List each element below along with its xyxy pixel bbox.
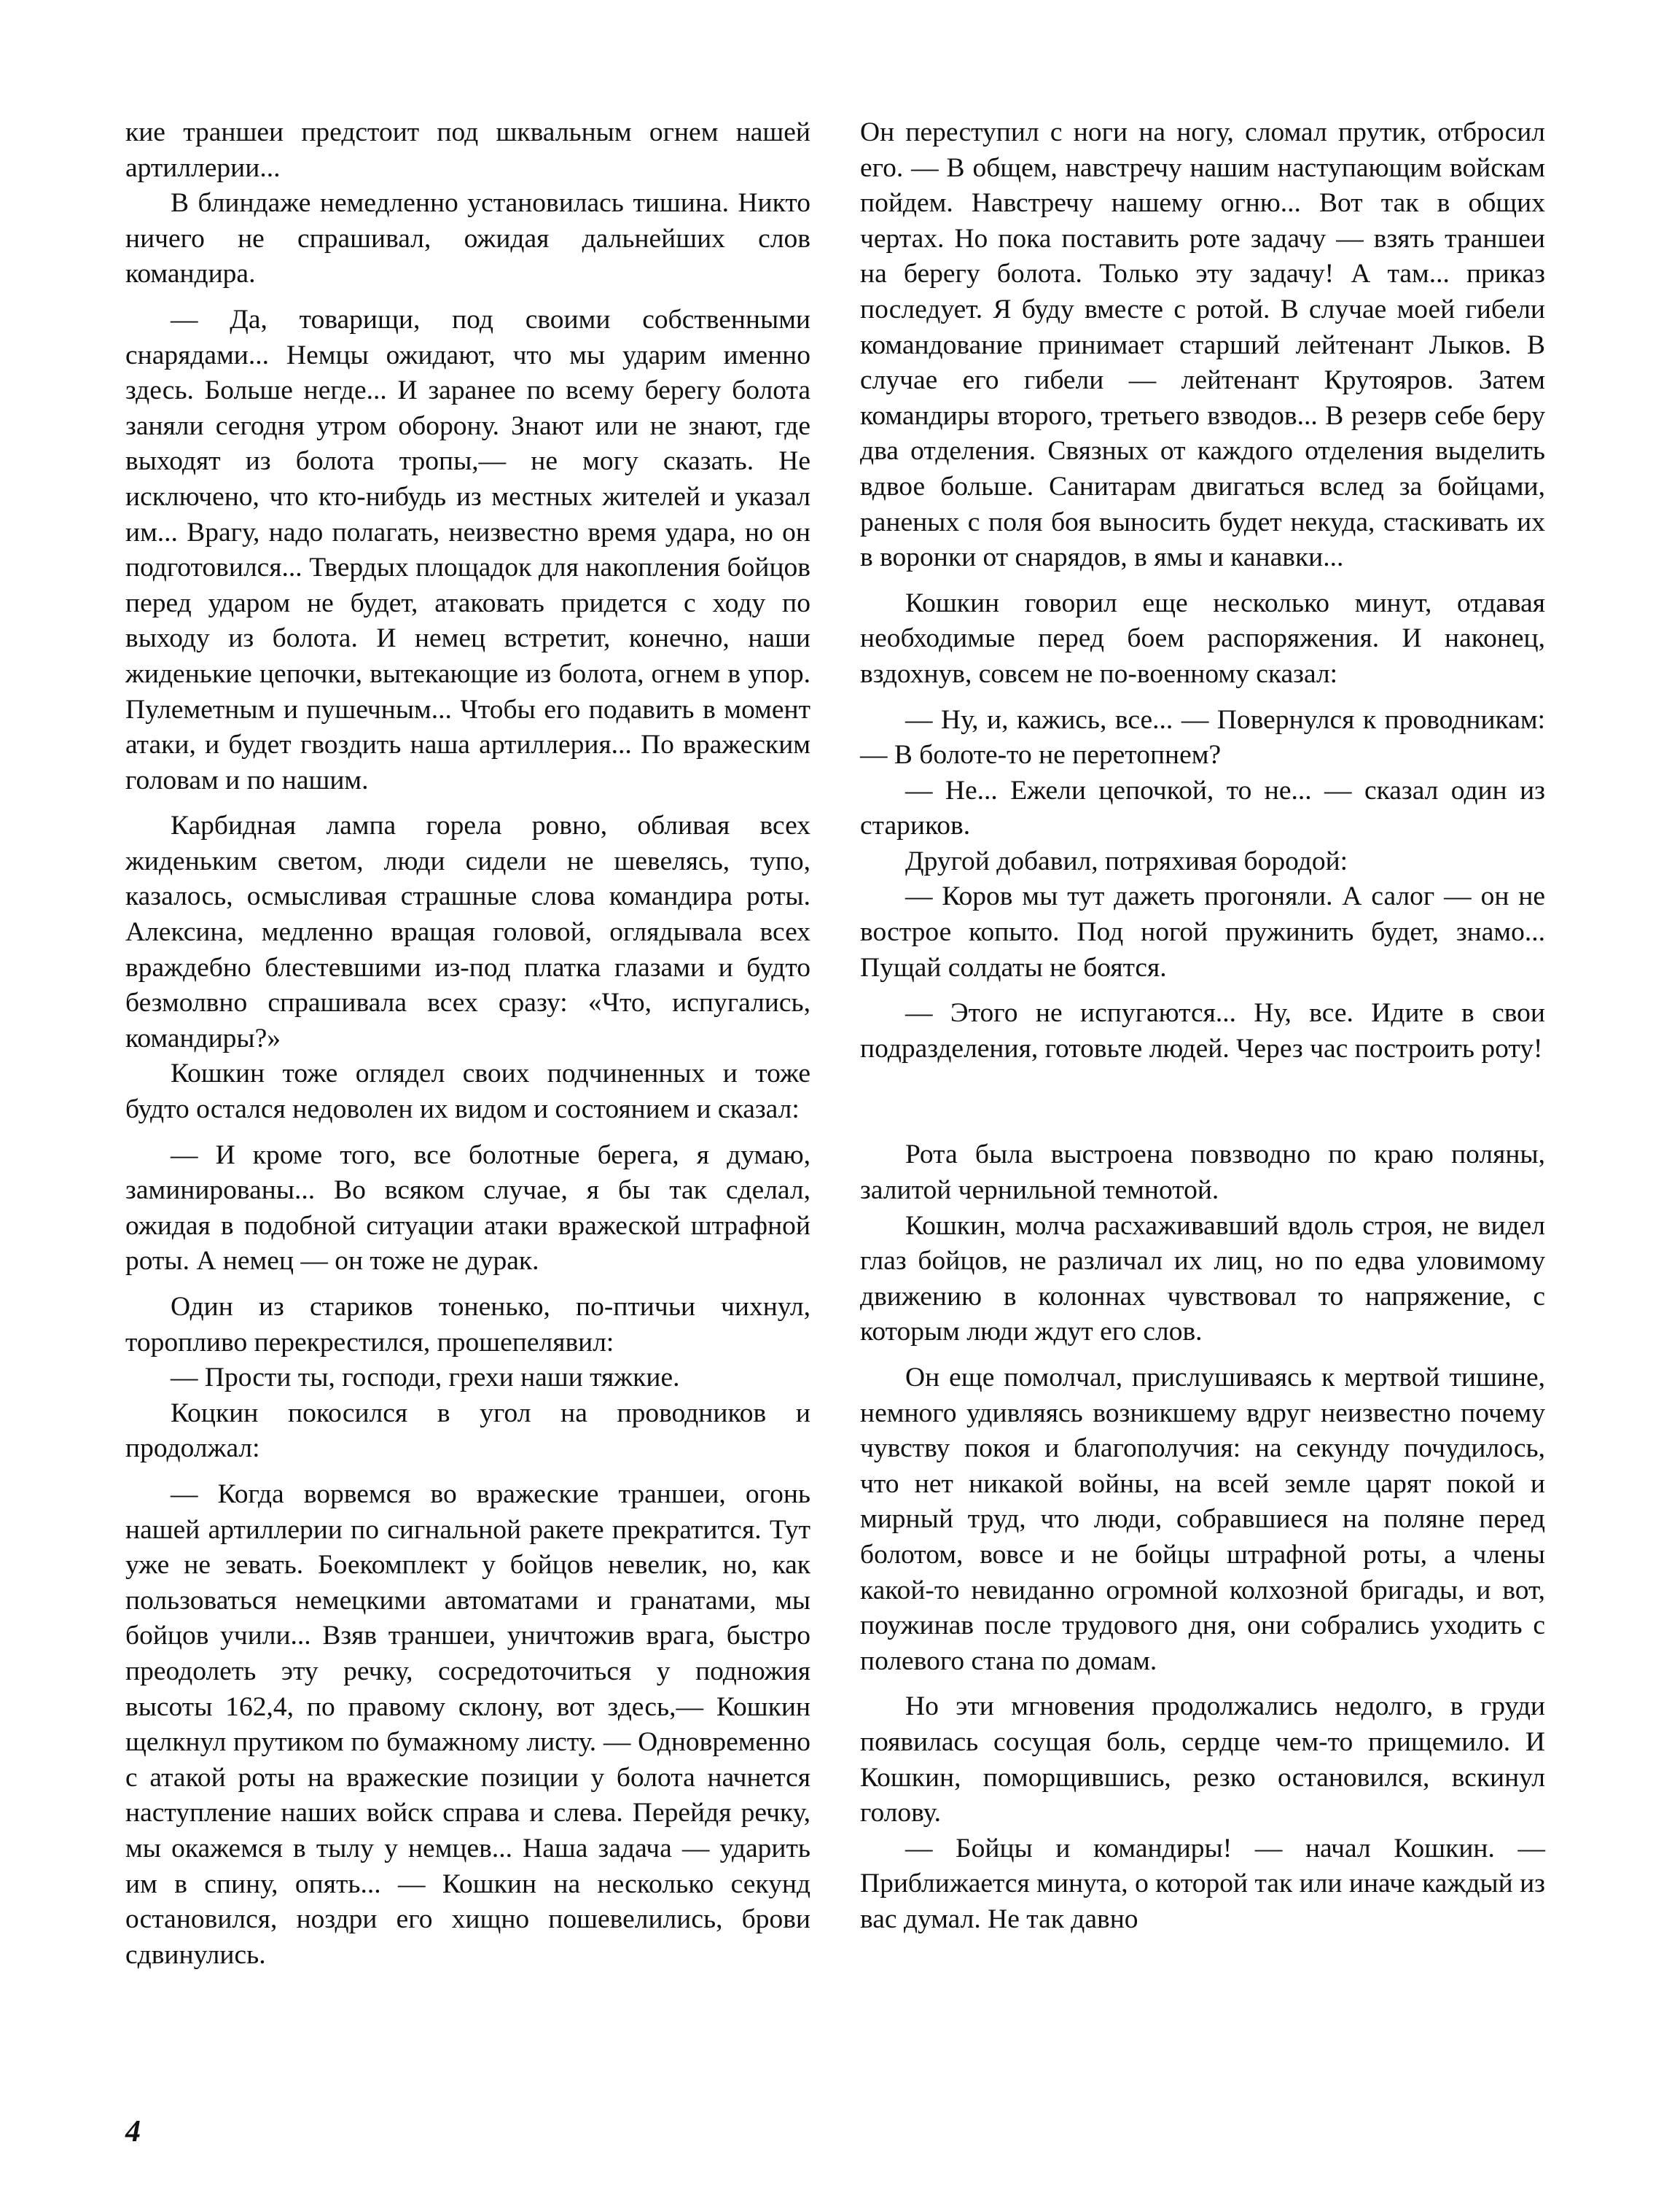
- paragraph: — Этого не испугаются... Ну, все. Идите в свои подразделения, готовьте людей. Через час построить роту!: [860, 998, 1545, 1064]
- left-text-column: [125, 115, 810, 1973]
- paragraph: — Прости ты, господи, грехи наши тяжкие.: [171, 1363, 680, 1393]
- paragraph: — Не... Ежели цепочкой, то не... — сказал один из стариков.: [860, 775, 1545, 841]
- paragraph: Карбидная лампа горела ровно, обливая всех жиденьким светом, люди сидели не шевелясь, тупо, казалось, осмысливая страшные слова командира роты. Алексина, медленно вращая головой, оглядывала всех враждебно блестевшими из-под платка глазами и будто безмолвно спрашивала всех сразу: «Что, испугались, командиры?»: [125, 811, 810, 1053]
- paragraph: — Коров мы тут дажеть прогоняли. А салог — он не вострое копыто. Под ногой пружинить будет, знамо... Пущай солдаты не боятся.: [860, 881, 1545, 983]
- paragraph: Кошкин тоже оглядел своих подчиненных и тоже будто остался недоволен их видом и состоянием и сказал:: [125, 1059, 810, 1125]
- page-number: 4: [125, 2115, 141, 2149]
- right-text-column: [860, 115, 1545, 1938]
- paragraph: Кошкин, молча расхаживавший вдоль строя, не видел глаз бойцов, не различал их лиц, но по едва уловимому движению в колоннах чувствовал то напряжение, с которым люди ждут его слов.: [860, 1210, 1545, 1347]
- paragraph: Коцкин покосился в угол на проводников и продолжал:: [125, 1398, 810, 1464]
- paragraph: — Да, товарищи, под своими собственными снарядами... Немцы ожидают, что мы ударим именно здесь. Больше негде... И заранее по всему берегу болота заняли сегодня утром оборону. Знают или не знают, где выходят из болота тропы,— не могу сказать. Не исключено, что кто-нибудь из местных жителей и указал им... Врагу, надо полагать, неизвестно время удара, но он подготовился... Твердых площадок для накопления бойцов перед ударом не будет, атаковать придется с ходу по выходу из болота. И немец встретит, конечно, наши жиденькие цепочки, вытекающие из болота, огнем в упор. Пулеметным и пушечным... Чтобы его подавить в момент атаки, и будет гвоздить наша артиллерия... По вражеским головам и по нашим.: [125, 304, 810, 795]
- paragraph: Он еще помолчал, прислушиваясь к мертвой тишине, немного удивляясь возникшему вдруг неизвестно почему чувству покоя и благополучия: на секунду почудилось, что нет никакой войны, на всей земле царят покой и мирный труд, что люди, собравшиеся на поляне перед болотом, вовсе и не бойцы штрафной роты, а члены какой-то невиданно огромной колхозной бригады, и вот, поужинав после трудового дня, они собрались уходить с полевого стана по домам.: [860, 1363, 1545, 1676]
- paragraph: Он переступил с ноги на ногу, сломал прутик, отбросил его. — В общем, навстречу нашим наступающим войскам пойдем. Навстречу нашему огню... Вот так в общих чертах. Но пока поставить роте задачу — взять траншеи на берегу болота. Только эту задачу! А там... приказ последует. Я буду вместе с ротой. В случае моей гибели командование принимает старший лейтенант Лыков. В случае его гибели — лейтенант Крутояров. Затем командиры второго, третьего взводов... В резерв себе беру два отделения. Связных от каждого отделения выделить вдвое больше. Санитарам двигаться вслед за бойцами, раненых с поля боя выносить будет некуда, стаскивать их в воронки от снарядов, в ямы и канавки...: [860, 117, 1545, 573]
- paragraph: — И кроме того, все болотные берега, я думаю, заминированы... Во всяком случае, я бы так сделал, ожидая в подобной ситуации атаки вражеской штрафной роты. А немец — он тоже не дурак.: [125, 1140, 810, 1277]
- paragraph: Другой добавил, потряхивая бородой:: [905, 846, 1348, 876]
- paragraph: Кошкин говорил еще несколько минут, отдавая необходимые перед боем распоряжения. И наконец, вздохнув, совсем не по-военному сказал:: [860, 588, 1545, 689]
- paragraph: кие траншеи предстоит под шквальным огнем нашей артиллерии...: [125, 117, 810, 183]
- paragraph: Рота была выстроена повзводно по краю поляны, залитой чернильной темнотой.: [860, 1140, 1545, 1206]
- paragraph: — Ну, и, кажись, все... — Повернулся к проводникам: — В болоте-то не перетопнем?: [860, 704, 1545, 771]
- paragraph: Один из стариков тоненько, по-птичьи чихнул, торопливо перекрестился, прошепелявил:: [125, 1292, 810, 1357]
- paragraph: Но эти мгновения продолжались недолго, в груди появилась сосущая боль, сердце чем-то прищемило. И Кошкин, поморщившись, резко остановился, вскинул голову.: [860, 1691, 1545, 1828]
- paragraph: В блиндаже немедленно установилась тишина. Никто ничего не спрашивал, ожидая дальнейших слов командира.: [125, 188, 810, 289]
- paragraph: — Когда ворвемся во вражеские траншеи, огонь нашей артиллерии по сигнальной ракете прекратится. Тут уже не зевать. Боекомплект у бойцов невелик, но, как пользоваться немецкими автоматами и гранатами, мы бойцов учили... Взяв траншеи, уничтожив врага, быстро преодолеть эту речку, сосредоточиться у подножия высоты 162,4, по правому склону, вот здесь,— Кошкин щелкнул прутиком по бумажному листу. — Одновременно с атакой роты на вражеские позиции у болота начнется наступление наших войск справа и слева. Перейдя речку, мы окажемся в тылу у немцев... Наша задача — ударить им в спину, опять... — Кошкин на несколько секунд остановился, ноздри его хищно пошевелились, брови сдвинулись.: [125, 1479, 810, 1970]
- paragraph: — Бойцы и командиры! — начал Кошкин. — Приближается минута, о которой так или иначе каждый из вас думал. Не так давно: [860, 1833, 1545, 1934]
